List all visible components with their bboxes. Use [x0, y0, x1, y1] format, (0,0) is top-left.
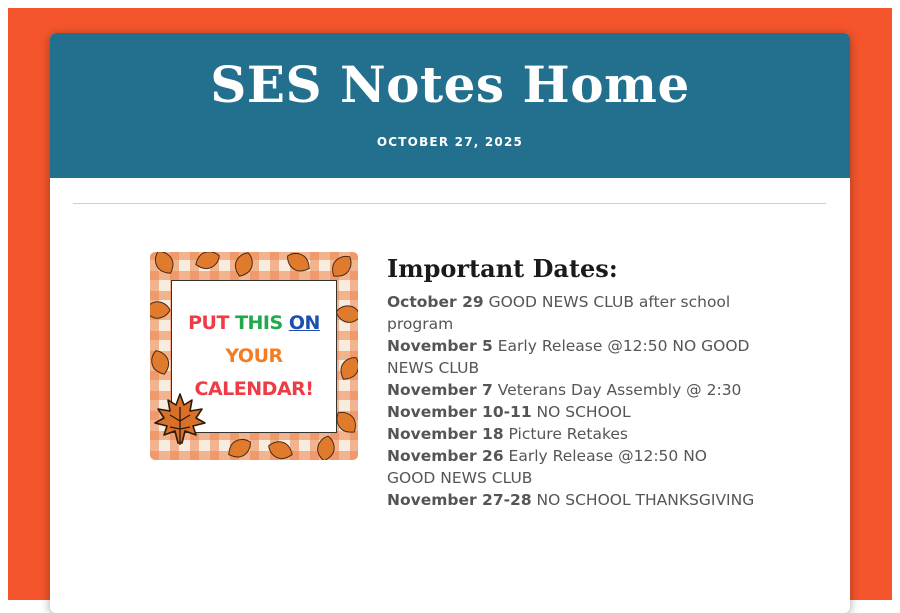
list-item: [387, 423, 757, 445]
event-text: Early Release @12:50 NO GOOD NEWS CLUB: [387, 447, 707, 487]
event-text: GOOD NEWS CLUB after school program: [387, 293, 731, 333]
date-label: October 29: [387, 293, 484, 311]
date-label: November 26: [387, 447, 504, 465]
divider: [73, 203, 826, 204]
list-item: [387, 489, 757, 511]
list-item: [387, 291, 757, 335]
event-text: Picture Retakes: [508, 425, 628, 443]
important-dates-heading: Important Dates:: [387, 254, 618, 283]
important-dates-list: [387, 291, 757, 511]
calendar-line-1: [188, 307, 320, 340]
event-text: Early Release @12:50 NO GOOD NEWS CLUB: [387, 337, 750, 377]
date-label: November 18: [387, 425, 504, 443]
word-put: PUT: [188, 312, 229, 334]
newsletter-card: [50, 33, 850, 613]
important-dates-section: [387, 251, 757, 511]
list-item: [387, 379, 757, 401]
maple-leaf-icon: [152, 391, 208, 447]
word-on: ON: [288, 312, 320, 334]
list-item: [387, 445, 757, 489]
newsletter-date: OCTOBER 27, 2025: [376, 135, 524, 149]
calendar-line-2: YOUR: [225, 345, 283, 367]
event-text: NO SCHOOL: [536, 403, 631, 421]
newsletter-header: [50, 33, 850, 178]
date-label: November 7: [387, 381, 493, 399]
date-label: November 10-11: [387, 403, 532, 421]
word-this: THIS: [235, 312, 283, 334]
page-background: [8, 8, 892, 600]
list-item: [387, 335, 757, 379]
event-text: NO SCHOOL THANKSGIVING: [536, 491, 755, 509]
date-label: November 27-28: [387, 491, 532, 509]
newsletter-title: SES Notes Home: [210, 55, 690, 114]
event-text: Veterans Day Assembly @ 2:30: [497, 381, 742, 399]
list-item: [387, 401, 757, 423]
date-label: November 5: [387, 337, 493, 355]
calendar-graphic: [150, 252, 358, 460]
calendar-line-3: CALENDAR!: [194, 378, 314, 400]
